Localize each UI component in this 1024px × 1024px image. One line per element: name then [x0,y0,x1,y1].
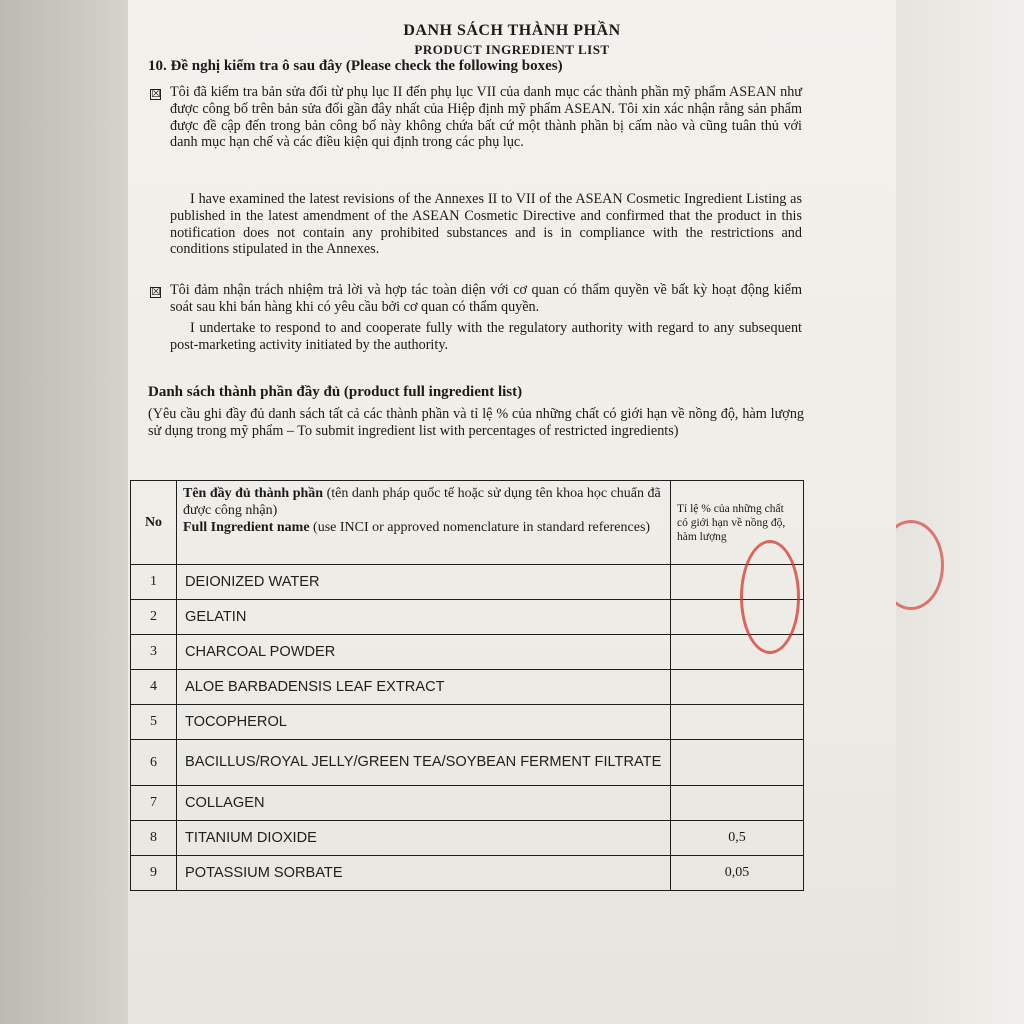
ingredient-percentage [671,670,804,705]
column-header-name-en: Full Ingredient name [183,520,310,535]
row-number: 5 [131,705,177,740]
column-header-percentage: Tỉ lệ % của những chất có giới hạn về nồng độ, hàm lượng [671,481,804,565]
table-row [131,856,804,891]
declaration-2-en: I undertake to respond to and cooperate fully with the regulatory authority with regard to any subsequent post-marketing activity initiated by the authority. [170,320,802,353]
table-row [131,635,804,670]
ingredient-percentage: 0,05 [671,856,804,891]
column-header-name-en-note: (use INCI or approved nomenclature in standard references) [309,520,651,535]
ingredient-percentage [671,786,804,821]
page-title: DANH SÁCH THÀNH PHẦN [403,22,621,39]
red-seal-stamp [740,540,800,654]
row-number: 3 [131,635,177,670]
ingredient-name: BACILLUS/ROYAL JELLY/GREEN TEA/SOYBEAN FERMENT FILTRATE [177,740,671,786]
declaration-1-en: I have examined the latest revisions of the Annexes II to VII of the ASEAN Cosmetic Ingredient Listing as published in the latest amendment of the ASEAN Cosmetic Directive and confirmed that the product in this notification does not contain any prohibited substances and is in compliance with the restrictions and conditions stipulated in the Annexes. [170,191,802,258]
ingredient-percentage: 0,5 [671,821,804,856]
background-sheet [880,0,1024,1024]
row-number: 8 [131,821,177,856]
desk-background [0,0,128,1024]
table-row [131,565,804,600]
declaration-2-vi: Tôi đảm nhận trách nhiệm trả lời và hợp tác toàn diện với cơ quan có thẩm quyền về bất kỳ hoạt động kiểm soát sau khi bán hàng khi có yêu cầu bởi cơ quan có thẩm quyền. [170,282,802,315]
column-header-name-vi: Tên đầy đủ thành phần [183,486,324,501]
row-number: 9 [131,856,177,891]
row-number: 2 [131,600,177,635]
document-page [128,0,896,1024]
ingredient-name: GELATIN [177,600,671,635]
ingredient-percentage [671,740,804,786]
row-number: 6 [131,740,177,786]
checkbox-checked-icon[interactable]: ☒ [151,87,161,100]
table-row [131,670,804,705]
table-row [131,786,804,821]
checkbox-checked-icon[interactable]: ☒ [151,285,161,298]
full-ingredient-list-note: (Yêu cầu ghi đầy đủ danh sách tất cả các thành phần và tỉ lệ % của những chất có giới hạn về nồng độ, hàm lượng sử dụng trong mỹ phẩm – To submit ingredient list with percentages of restricted ingredients) [148,406,804,439]
ingredient-name: DEIONIZED WATER [177,565,671,600]
ingredient-name: POTASSIUM SORBATE [177,856,671,891]
ingredient-name: CHARCOAL POWDER [177,635,671,670]
declaration-1-vi: Tôi đã kiểm tra bản sửa đổi từ phụ lục II đến phụ lục VII của danh mục các thành phần mỹ phẩm ASEAN như được công bố trên bản sửa đổi gần đây nhất của Hiệp định mỹ phẩm ASEAN. Tôi xin xác nhận rằng sản phẩm được đề cập đến trong bản công bố này không chứa bất cứ một thành phần bị cấm nào và cũng tuân thủ với danh mục hạn chế và các điều kiện qui định trong các phụ lục. [170,84,802,151]
column-header-no: No [131,481,177,565]
row-number: 4 [131,670,177,705]
column-header-name [177,481,671,565]
table-row [131,821,804,856]
full-ingredient-list-heading: Danh sách thành phần đầy đủ (product full ingredient list) [148,384,523,400]
row-number: 7 [131,786,177,821]
row-number: 1 [131,565,177,600]
section-10-heading: 10. Đề nghị kiểm tra ô sau đây (Please check the following boxes) [148,58,563,74]
ingredient-name: ALOE BARBADENSIS LEAF EXTRACT [177,670,671,705]
table-row [131,600,804,635]
table-row [131,705,804,740]
table-row [131,740,804,786]
ingredient-name: TOCOPHEROL [177,705,671,740]
ingredient-name: COLLAGEN [177,786,671,821]
page-subtitle: PRODUCT INGREDIENT LIST [414,42,610,57]
ingredient-name: TITANIUM DIOXIDE [177,821,671,856]
ingredient-percentage [671,705,804,740]
ingredient-table [130,480,804,891]
column-header-name-vi-note: (tên danh pháp quốc tế hoặc sử dụng tên khoa học chuẩn đã được công nhận) [183,486,661,518]
